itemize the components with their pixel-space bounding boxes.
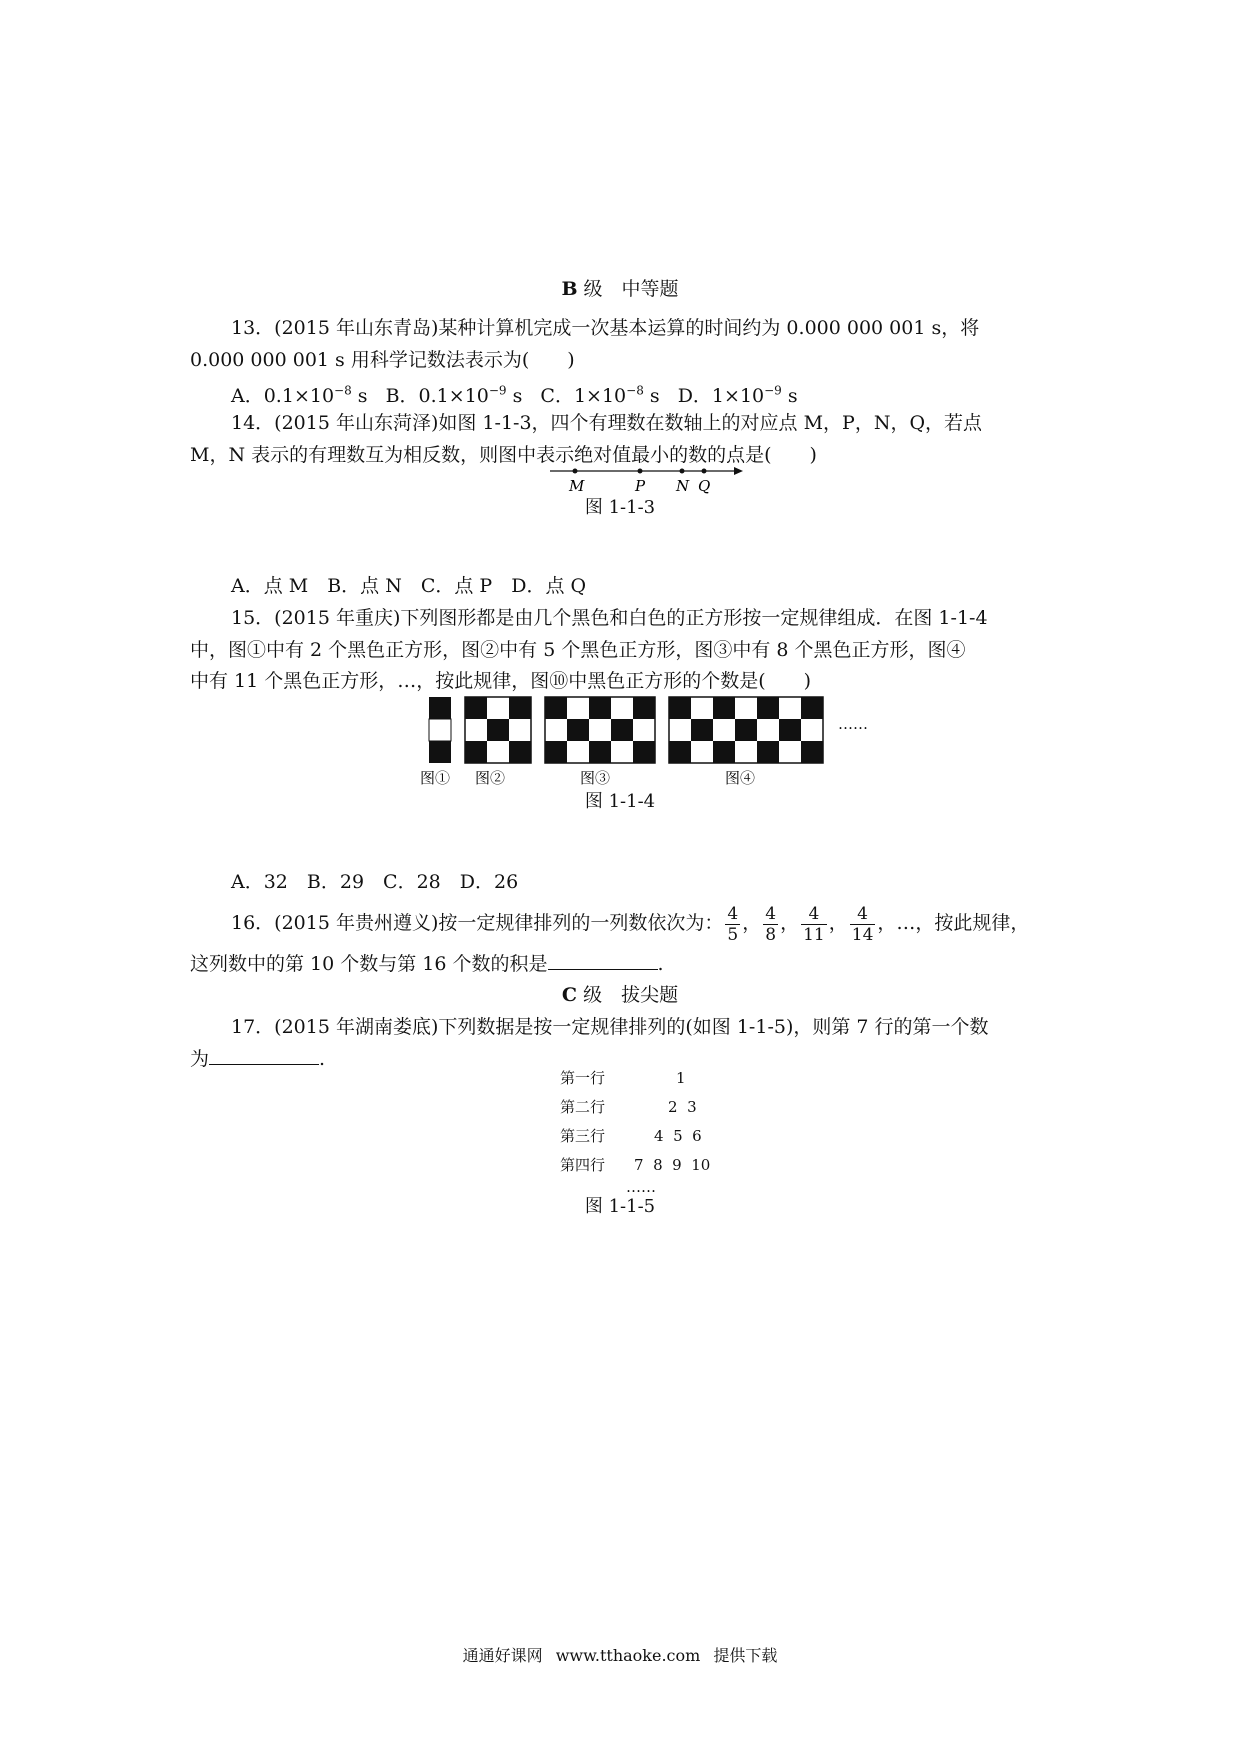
section-c-letter: C xyxy=(561,984,578,1006)
q15-line1: 15．(2015 年重庆)下列图形都是由几个黑色和白色的正方形按一定规律组成．在图 1-1-4 xyxy=(231,607,988,629)
fraction-3: $\frac{4}{11}$ xyxy=(803,903,825,945)
number-triangle xyxy=(560,1064,710,1194)
triangle-row: 第一行 1 xyxy=(560,1069,686,1087)
pattern-3 xyxy=(545,697,655,763)
triangle-row: 第四行 7 8 9 10 xyxy=(560,1156,711,1174)
number-line-arrow xyxy=(734,467,743,475)
checkerboard-figure xyxy=(420,695,850,795)
section-c-title: 级 拔尖题 xyxy=(583,984,679,1006)
q16-line2: 这列数中的第 10 个数与第 16 个数的积是 . xyxy=(190,953,664,975)
q15-options: A．32 B．29 C．28 D．26 xyxy=(231,871,519,893)
pattern-ellipsis: …… xyxy=(838,715,868,733)
q16-suffix: ，…，按此规律， xyxy=(877,912,1030,934)
fraction-4: $\frac{4}{14}$ xyxy=(851,903,874,945)
point-n-label: N xyxy=(676,477,690,495)
figure-1-1-3-caption: 图 1-1-3 xyxy=(584,497,656,518)
section-b-letter: B xyxy=(561,278,578,300)
q14-options: A．点 M B．点 N C．点 P D．点 Q xyxy=(231,575,587,597)
q14-line1: 14．(2015 年山东菏泽)如图 1-1-3，四个有理数在数轴上的对应点 M，P，N，Q，若点 xyxy=(231,412,983,434)
triangle-row: 第二行 2 3 xyxy=(560,1098,697,1116)
q17-line2: 为 . xyxy=(190,1048,326,1070)
section-b-heading xyxy=(0,275,1240,303)
pattern-2 xyxy=(465,697,531,763)
q15-line3: 中有 11 个黑色正方形，…，按此规律，图⑩中黑色正方形的个数是( ) xyxy=(190,670,812,692)
point-p-label: P xyxy=(635,477,646,495)
q16-line1: 16．(2015 年贵州遵义)按一定规律排列的一列数依次为： $\frac{4}{5}$ ， $\frac{4}{8}$ ， $\frac{4}{11}$ ， $\frac{4}{14}$ ，…，按此规律， xyxy=(231,903,1030,945)
q14-line2: M，N 表示的有理数互为相反数，则图中表示绝对值最小的数的点是( ) xyxy=(190,444,817,466)
pattern-1 xyxy=(429,697,451,763)
figure-1-1-4-caption: 图 1-1-4 xyxy=(584,791,656,812)
fraction-2: $\frac{4}{8}$ xyxy=(765,903,777,945)
q13-option-c: C．$1\times 10^{-8}$ s xyxy=(540,384,660,408)
point-q-label: Q xyxy=(698,477,711,495)
pattern-4-label: 图④ xyxy=(725,769,756,787)
pattern-4 xyxy=(669,697,823,763)
page-footer xyxy=(0,1643,1240,1666)
pattern-1-label: 图① xyxy=(420,769,451,787)
section-c-heading xyxy=(0,981,1240,1009)
q13-option-d: D．$1\times 10^{-9}$ s xyxy=(677,384,798,408)
q13-option-b: B．$0.1\times 10^{-9}$ s xyxy=(385,384,523,408)
point-m-label: M xyxy=(569,477,585,495)
pattern-3-label: 图③ xyxy=(580,769,611,787)
q13-options xyxy=(231,377,810,410)
q13-line2: 0.000 000 001 s 用科学记数法表示为( ) xyxy=(190,349,575,371)
q17-line1: 17．(2015 年湖南娄底)下列数据是按一定规律排列的(如图 1-1-5)，则第 7 行的第一个数 xyxy=(231,1016,989,1038)
figure-1-1-5-caption: 图 1-1-5 xyxy=(584,1196,656,1217)
q16-prefix: 16．(2015 年贵州遵义)按一定规律排列的一列数依次为： xyxy=(231,912,724,934)
point-p-dot xyxy=(638,469,643,474)
q15-line2: 中，图①中有 2 个黑色正方形，图②中有 5 个黑色正方形，图③中有 8 个黑色正方形，图④ xyxy=(190,639,966,661)
pattern-2-label: 图② xyxy=(475,769,506,787)
point-n-dot xyxy=(680,469,685,474)
fraction-1: $\frac{4}{5}$ xyxy=(727,903,739,945)
q13-option-a: A．$0.1\times 10^{-8}$ s xyxy=(231,384,368,408)
number-line-figure xyxy=(550,462,750,496)
footer-url[interactable]: www.tthaoke.com xyxy=(555,1646,701,1665)
q17-answer-blank[interactable] xyxy=(209,1046,319,1065)
footer-site-name: 通通好课网 xyxy=(462,1646,543,1665)
section-b-title: 级 中等题 xyxy=(583,278,679,300)
point-q-dot xyxy=(702,469,707,474)
point-m-dot xyxy=(573,469,578,474)
q13-line1: 13．(2015 年山东青岛)某种计算机完成一次基本运算的时间约为 0.000 000 001 s，将 xyxy=(231,317,980,339)
footer-note: 提供下载 xyxy=(713,1646,778,1665)
q16-answer-blank[interactable] xyxy=(548,951,658,970)
triangle-row: 第三行 4 5 6 xyxy=(560,1127,702,1145)
triangle-ellipsis: …… xyxy=(626,1178,656,1196)
